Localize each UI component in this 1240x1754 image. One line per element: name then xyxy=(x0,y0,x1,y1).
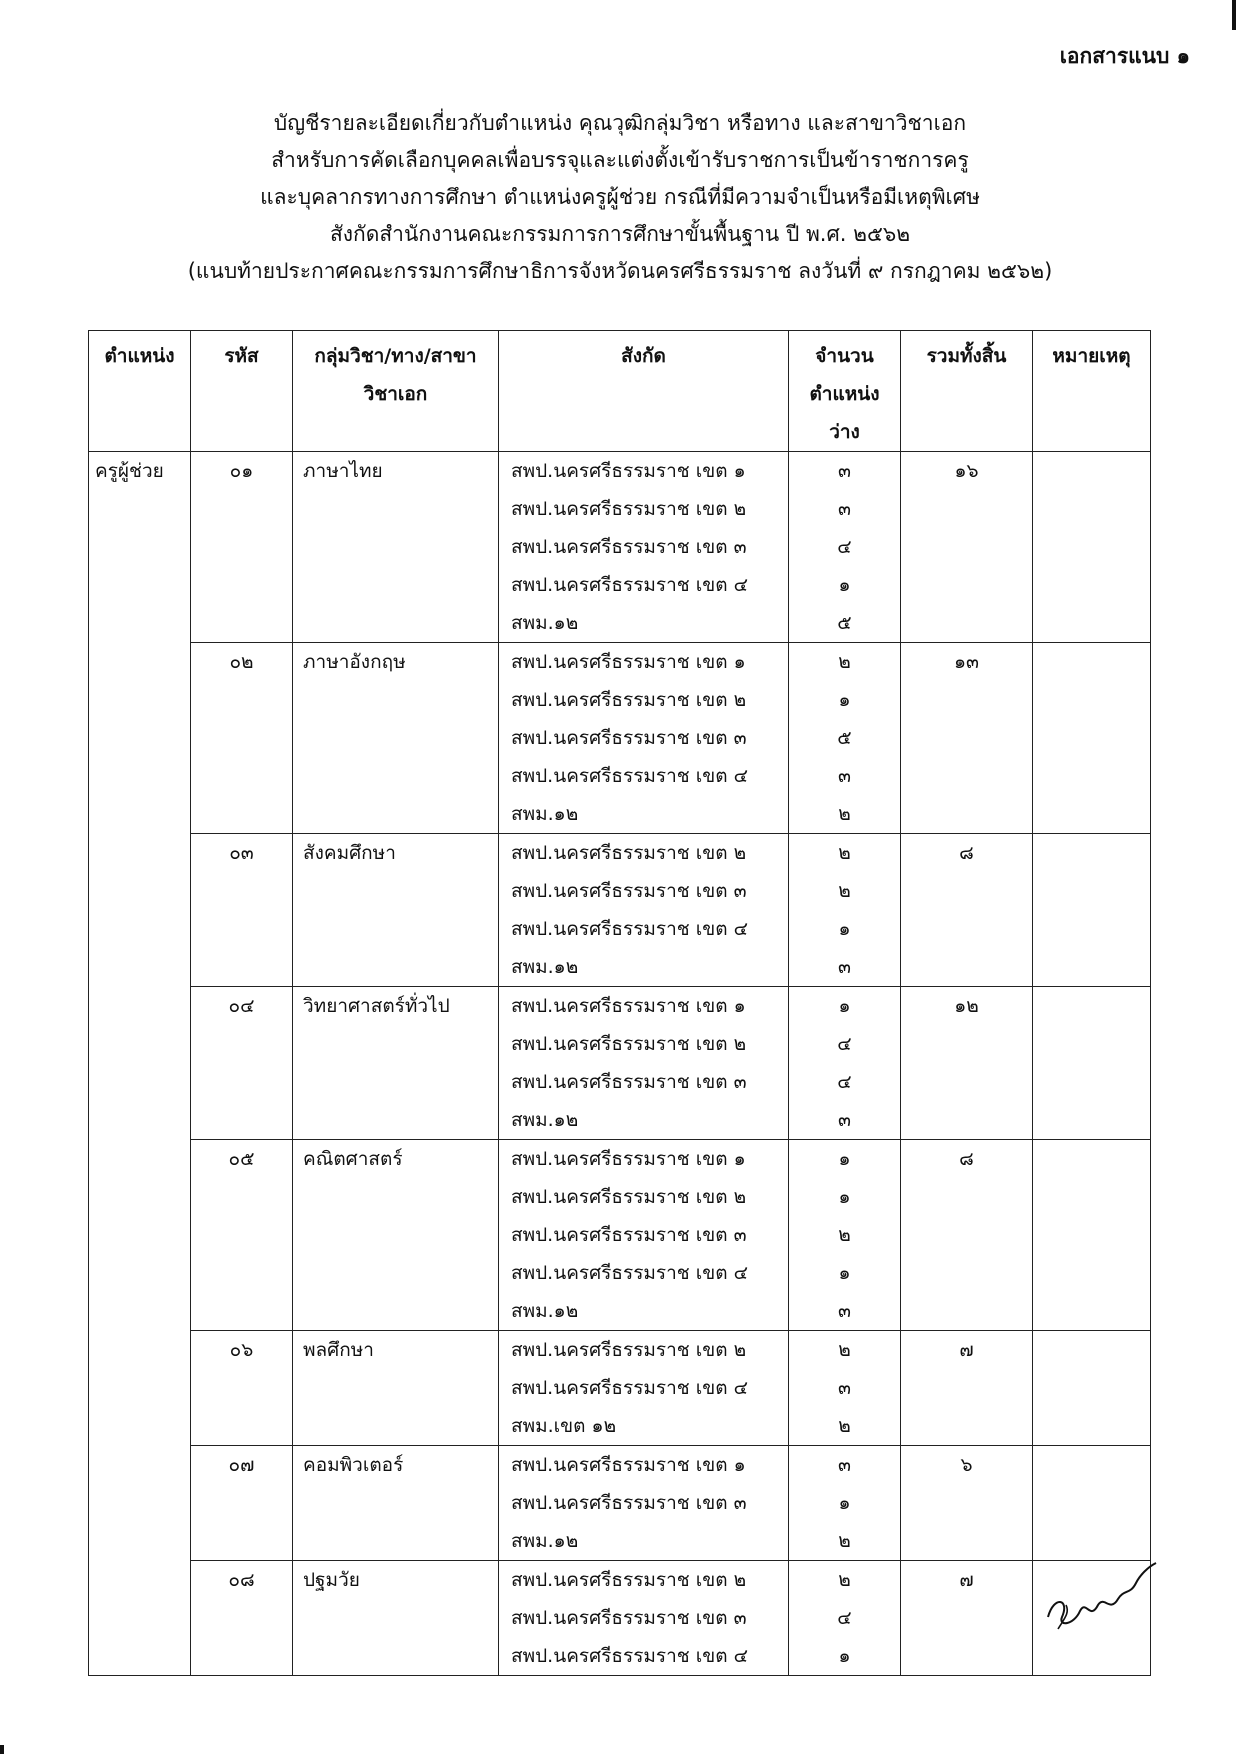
subject-name-cell xyxy=(293,452,499,643)
subject-code: ๐๓ xyxy=(229,842,254,864)
vacancy-count-cell xyxy=(789,643,901,834)
subject-name: พลศึกษา xyxy=(303,1339,374,1361)
vacancy-count-value: ๓ xyxy=(838,1377,851,1399)
affiliation-name: สพม.๑๒ xyxy=(511,1109,579,1131)
group-total: ๖ xyxy=(960,1454,973,1476)
scan-edge-mark xyxy=(1232,0,1236,30)
affiliation-name: สพป.นครศรีธรรมราช เขต ๓ xyxy=(511,536,747,558)
affiliation-name: สพป.นครศรีธรรมราช เขต ๑ xyxy=(511,995,746,1017)
subject-code: ๐๔ xyxy=(228,995,255,1017)
vacancy-count-cell xyxy=(789,1561,901,1676)
affiliation-name: สพป.นครศรีธรรมราช เขต ๒ xyxy=(511,842,747,864)
affiliation-name: สพม.เขต ๑๒ xyxy=(511,1415,617,1437)
subject-name: ภาษาไทย xyxy=(303,460,383,482)
group-total-cell xyxy=(901,987,1033,1140)
affiliation-name: สพป.นครศรีธรรมราช เขต ๒ xyxy=(511,689,747,711)
vacancy-count-value: ๓ xyxy=(838,460,851,482)
affiliation-name: สพป.นครศรีธรรมราช เขต ๔ xyxy=(511,1262,748,1284)
vacancy-count-value: ๓ xyxy=(838,1454,851,1476)
affiliation-name: สพป.นครศรีธรรมราช เขต ๒ xyxy=(511,1339,747,1361)
affiliation-cell xyxy=(499,1446,789,1561)
subject-name: คณิตศาสตร์ xyxy=(303,1148,403,1170)
table-header-row xyxy=(89,331,1151,452)
header-line: สำหรับการคัดเลือกบุคคลเพื่อบรรจุและแต่งตั้งเข้ารับราชการเป็นข้าราชการครู xyxy=(271,148,969,172)
group-total: ๗ xyxy=(959,1339,974,1361)
group-total-cell xyxy=(901,834,1033,987)
subject-name: ภาษาอังกฤษ xyxy=(303,651,406,673)
attachment-label: เอกสารแนบ ๑ xyxy=(1059,44,1190,68)
affiliation-name: สพม.๑๒ xyxy=(511,1530,579,1552)
header-line: และบุคลากรทางการศึกษา ตำแหน่งครูผู้ช่วย กรณีที่มีความจำเป็นหรือมีเหตุพิเศษ xyxy=(260,185,980,209)
vacancy-count-value: ๒ xyxy=(838,842,851,864)
remark-cell xyxy=(1033,452,1151,643)
vacancy-count-value: ๑ xyxy=(838,1148,851,1170)
affiliation-name: สพป.นครศรีธรรมราช เขต ๑ xyxy=(511,460,746,482)
remark-cell xyxy=(1033,987,1151,1140)
vacancy-count-value: ๔ xyxy=(837,1607,852,1629)
affiliation-name: สพป.นครศรีธรรมราช เขต ๔ xyxy=(511,1377,748,1399)
subject-name: วิทยาศาสตร์ทั่วไป xyxy=(303,995,450,1017)
vacancy-count-value: ๒ xyxy=(838,651,851,673)
vacancy-count-value: ๒ xyxy=(838,1569,851,1591)
header-remark: หมายเหตุ xyxy=(1033,331,1151,452)
vacancy-count-value: ๓ xyxy=(838,498,851,520)
subject-code: ๐๗ xyxy=(228,1454,255,1476)
remark-cell xyxy=(1033,1331,1151,1446)
table-row xyxy=(89,834,1151,987)
vacancy-count-value: ๒ xyxy=(838,1224,851,1246)
affiliation-name: สพป.นครศรีธรรมราช เขต ๔ xyxy=(511,1645,748,1667)
vacancy-count-value: ๒ xyxy=(838,803,851,825)
table-row xyxy=(89,1140,1151,1331)
subject-code: ๐๒ xyxy=(229,651,254,673)
remark-cell xyxy=(1033,834,1151,987)
header-vacancy-count: จำนวน ตำแหน่ง ว่าง xyxy=(789,331,901,452)
subject-code-cell xyxy=(191,452,293,643)
vacancy-count-value: ๒ xyxy=(838,1339,851,1361)
table-row xyxy=(89,1446,1151,1561)
vacancy-count-cell xyxy=(789,452,901,643)
affiliation-name: สพป.นครศรีธรรมราช เขต ๓ xyxy=(511,1607,747,1629)
subject-name: คอมพิวเตอร์ xyxy=(303,1454,404,1476)
affiliation-cell xyxy=(499,834,789,987)
subject-name: ปฐมวัย xyxy=(303,1569,360,1591)
affiliation-name: สพป.นครศรีธรรมราช เขต ๑ xyxy=(511,1454,746,1476)
affiliation-name: สพป.นครศรีธรรมราช เขต ๓ xyxy=(511,1224,747,1246)
affiliation-name: สพป.นครศรีธรรมราช เขต ๔ xyxy=(511,765,748,787)
subject-name-cell xyxy=(293,643,499,834)
subject-code-cell xyxy=(191,834,293,987)
vacancy-count-value: ๑ xyxy=(838,1262,851,1284)
affiliation-name: สพม.๑๒ xyxy=(511,612,579,634)
affiliation-name: สพป.นครศรีธรรมราช เขต ๑ xyxy=(511,1148,746,1170)
remark-cell xyxy=(1033,1446,1151,1561)
affiliation-name: สพป.นครศรีธรรมราช เขต ๓ xyxy=(511,1492,747,1514)
group-total-cell xyxy=(901,1140,1033,1331)
affiliation-name: สพป.นครศรีธรรมราช เขต ๔ xyxy=(511,918,748,940)
scan-edge-mark xyxy=(0,1745,4,1754)
vacancy-count-value: ๑ xyxy=(838,918,851,940)
vacancy-count-value: ๔ xyxy=(837,1071,852,1093)
affiliation-name: สพม.๑๒ xyxy=(511,803,579,825)
vacancy-count-cell xyxy=(789,987,901,1140)
vacancy-count-value: ๒ xyxy=(838,880,851,902)
vacancy-count-value: ๔ xyxy=(837,1033,852,1055)
subject-name-cell xyxy=(293,987,499,1140)
header-position: ตำแหน่ง xyxy=(89,331,191,452)
affiliation-name: สพป.นครศรีธรรมราช เขต ๑ xyxy=(511,651,746,673)
positions-table xyxy=(88,330,1151,1676)
table-row xyxy=(89,643,1151,834)
subject-code: ๐๑ xyxy=(229,460,254,482)
affiliation-cell xyxy=(499,1140,789,1331)
affiliation-name: สพป.นครศรีธรรมราช เขต ๓ xyxy=(511,1071,747,1093)
subject-name-cell xyxy=(293,834,499,987)
vacancy-count-cell xyxy=(789,834,901,987)
subject-code-cell xyxy=(191,1331,293,1446)
header-line: (แนบท้ายประกาศคณะกรรมการศึกษาธิการจังหวัดนครศรีธรรมราช ลงวันที่ ๙ กรกฎาคม ๒๕๖๒) xyxy=(187,259,1053,283)
group-total-cell xyxy=(901,1446,1033,1561)
vacancy-count-value: ๒ xyxy=(838,1530,851,1552)
header-line: สังกัดสำนักงานคณะกรรมการการศึกษาขั้นพื้นฐาน ปี พ.ศ. ๒๕๖๒ xyxy=(329,222,911,246)
group-total: ๑๒ xyxy=(954,995,979,1017)
affiliation-name: สพป.นครศรีธรรมราช เขต ๓ xyxy=(511,727,747,749)
header-line: บัญชีรายละเอียดเกี่ยวกับตำแหน่ง คุณวุฒิกลุ่มวิชา หรือทาง และสาขาวิชาเอก xyxy=(273,111,967,135)
handwritten-signature xyxy=(1040,1555,1160,1635)
group-total-cell xyxy=(901,1561,1033,1676)
affiliation-name: สพป.นครศรีธรรมราช เขต ๒ xyxy=(511,498,747,520)
vacancy-count-value: ๑ xyxy=(838,1645,851,1667)
affiliation-name: สพม.๑๒ xyxy=(511,1300,579,1322)
affiliation-cell xyxy=(499,452,789,643)
table-row xyxy=(89,452,1151,643)
affiliation-name: สพป.นครศรีธรรมราช เขต ๒ xyxy=(511,1033,747,1055)
table-body xyxy=(89,452,1151,1676)
affiliation-name: สพป.นครศรีธรรมราช เขต ๒ xyxy=(511,1186,747,1208)
subject-name-cell xyxy=(293,1561,499,1676)
vacancy-count-cell xyxy=(789,1331,901,1446)
group-total: ๑๓ xyxy=(953,651,980,673)
subject-code: ๐๖ xyxy=(229,1339,254,1361)
affiliation-name: สพม.๑๒ xyxy=(511,956,579,978)
subject-code-cell xyxy=(191,643,293,834)
subject-code-cell xyxy=(191,1561,293,1676)
group-total: ๘ xyxy=(959,842,974,864)
affiliation-cell xyxy=(499,643,789,834)
affiliation-cell xyxy=(499,987,789,1140)
subject-code: ๐๘ xyxy=(228,1569,255,1591)
group-total-cell xyxy=(901,1331,1033,1446)
subject-name: สังคมศึกษา xyxy=(303,842,396,864)
subject-code-cell xyxy=(191,1140,293,1331)
affiliation-name: สพป.นครศรีธรรมราช เขต ๒ xyxy=(511,1569,747,1591)
vacancy-count-value: ๕ xyxy=(837,612,852,634)
group-total: ๘ xyxy=(959,1148,974,1170)
group-total: ๑๖ xyxy=(954,460,979,482)
position-cell xyxy=(89,452,191,1676)
vacancy-count-value: ๓ xyxy=(838,1300,851,1322)
subject-code-cell xyxy=(191,987,293,1140)
group-total-cell xyxy=(901,643,1033,834)
remark-cell xyxy=(1033,1140,1151,1331)
vacancy-count-value: ๔ xyxy=(837,536,852,558)
affiliation-cell xyxy=(499,1331,789,1446)
table-row xyxy=(89,987,1151,1140)
vacancy-count-value: ๒ xyxy=(838,1415,851,1437)
vacancy-count-value: ๕ xyxy=(837,727,852,749)
affiliation-cell xyxy=(499,1561,789,1676)
group-total-cell xyxy=(901,452,1033,643)
table-row xyxy=(89,1331,1151,1446)
vacancy-count-value: ๓ xyxy=(838,765,851,787)
position-value: ครูผู้ช่วย xyxy=(95,460,164,482)
remark-cell xyxy=(1033,643,1151,834)
table-row xyxy=(89,1561,1151,1676)
subject-name-cell xyxy=(293,1331,499,1446)
header-subject: กลุ่มวิชา/ทาง/สาขา วิชาเอก xyxy=(293,331,499,452)
group-total: ๗ xyxy=(959,1569,974,1591)
affiliation-name: สพป.นครศรีธรรมราช เขต ๓ xyxy=(511,880,747,902)
vacancy-count-value: ๑ xyxy=(838,995,851,1017)
subject-code: ๐๕ xyxy=(228,1148,255,1170)
vacancy-count-value: ๓ xyxy=(838,956,851,978)
header-code: รหัส xyxy=(191,331,293,452)
document-header xyxy=(160,105,1080,290)
vacancy-count-cell xyxy=(789,1140,901,1331)
subject-name-cell xyxy=(293,1446,499,1561)
subject-code-cell xyxy=(191,1446,293,1561)
vacancy-count-value: ๑ xyxy=(838,1492,851,1514)
header-affiliation: สังกัด xyxy=(499,331,789,452)
affiliation-name: สพป.นครศรีธรรมราช เขต ๔ xyxy=(511,574,748,596)
vacancy-count-cell xyxy=(789,1446,901,1561)
vacancy-count-value: ๓ xyxy=(838,1109,851,1131)
vacancy-count-value: ๑ xyxy=(838,574,851,596)
subject-name-cell xyxy=(293,1140,499,1331)
header-total: รวมทั้งสิ้น xyxy=(901,331,1033,452)
vacancy-count-value: ๑ xyxy=(838,1186,851,1208)
vacancy-count-value: ๑ xyxy=(838,689,851,711)
